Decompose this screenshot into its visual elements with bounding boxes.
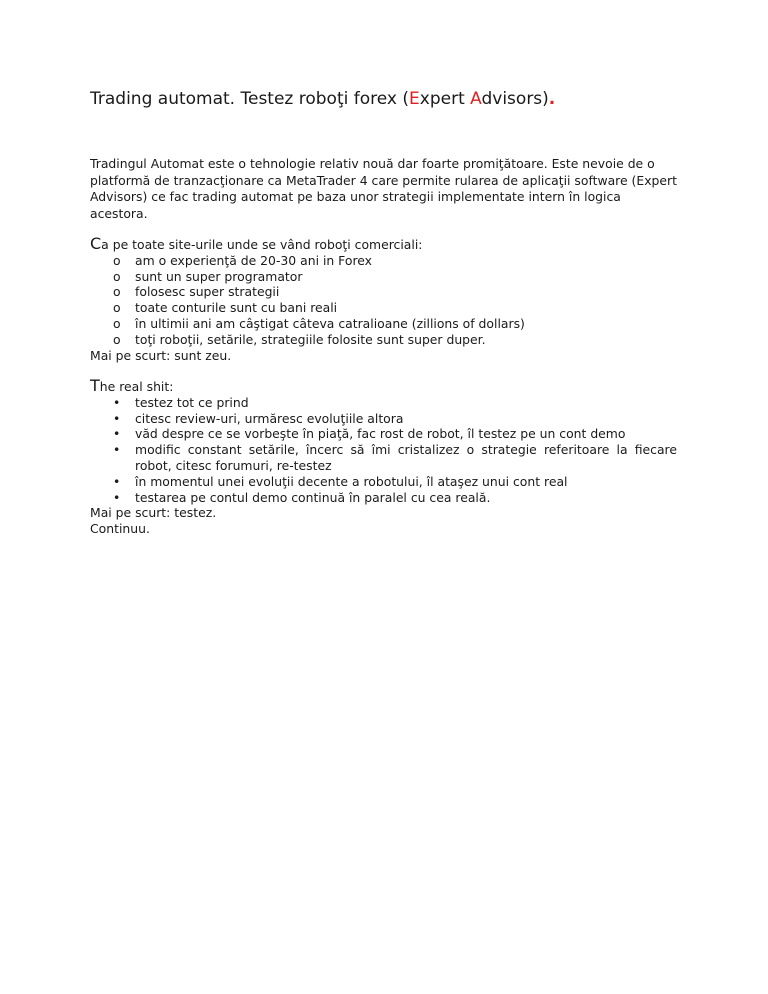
list-item: • testarea pe contul demo continuă în paralel cu cea reală. [90, 490, 690, 506]
title-red-dot: . [548, 89, 556, 109]
list-item: o toate conturile sunt cu bani reali [90, 300, 690, 316]
section1-heading [90, 236, 690, 253]
list-item: o toţi roboţii, setările, strategiile folosite sunt super duper. [90, 332, 690, 348]
list-item: • modific constant setările, încerc să îmi cristalizez o strategie referitoare la fiecare robot, citesc forumuri, re-testez [90, 442, 677, 474]
list-item: o sunt un super programator [90, 269, 690, 285]
section1-initial: C [90, 234, 102, 253]
title-part1: Trading automat. Testez roboţi forex ( [90, 89, 410, 109]
closing-text: Continuu. [90, 521, 150, 537]
section1-summary: Mai pe scurt: sunt zeu. [90, 347, 232, 363]
list-item: o folosesc super strategii [90, 284, 690, 300]
section1-list [90, 253, 690, 348]
section2-initial: T [90, 376, 100, 395]
section2-summary: Mai pe scurt: testez. [90, 505, 217, 521]
title-red-letter-e: E [409, 89, 420, 109]
list-item: • văd despre ce se vorbeşte în piaţă, fac rost de robot, îl testez pe un cont demo [90, 426, 690, 442]
list-item: o în ultimii ani am câştigat câteva catralioane (zillions of dollars) [90, 316, 690, 332]
list-item: o am o experienţă de 20-30 ani in Forex [90, 253, 690, 269]
list-item: • citesc review-uri, urmăresc evoluţiile altora [90, 411, 690, 427]
section-commercial-claims [90, 236, 690, 363]
intro-paragraph: Tradingul Automat este o tehnologie relativ nouă dar foarte promiţătoare. Este nevoie de o platformă de tranzacţionare ca MetaTrader 4 care permite rularea de aplicaţii software (Expert Advisors) ce fac trading automat pe baza unor strategii implementate intern în logica acestora. [90, 156, 677, 221]
title-part2: xpert [419, 89, 471, 109]
section2-heading-text: he real shit: [99, 379, 174, 394]
list-item: • testez tot ce prind [90, 395, 690, 411]
section2-list [90, 395, 690, 506]
section2-heading [90, 378, 690, 395]
section1-heading-text: a pe toate site-urile unde se vând roboţi comerciali: [101, 237, 423, 252]
section-real-process [90, 378, 690, 537]
title-red-letter-a: A [470, 89, 482, 109]
list-item: • în momentul unei evoluţii decente a robotului, îl ataşez unui cont real [90, 474, 690, 490]
page-title [90, 89, 555, 109]
title-part3: dvisors) [481, 89, 549, 109]
